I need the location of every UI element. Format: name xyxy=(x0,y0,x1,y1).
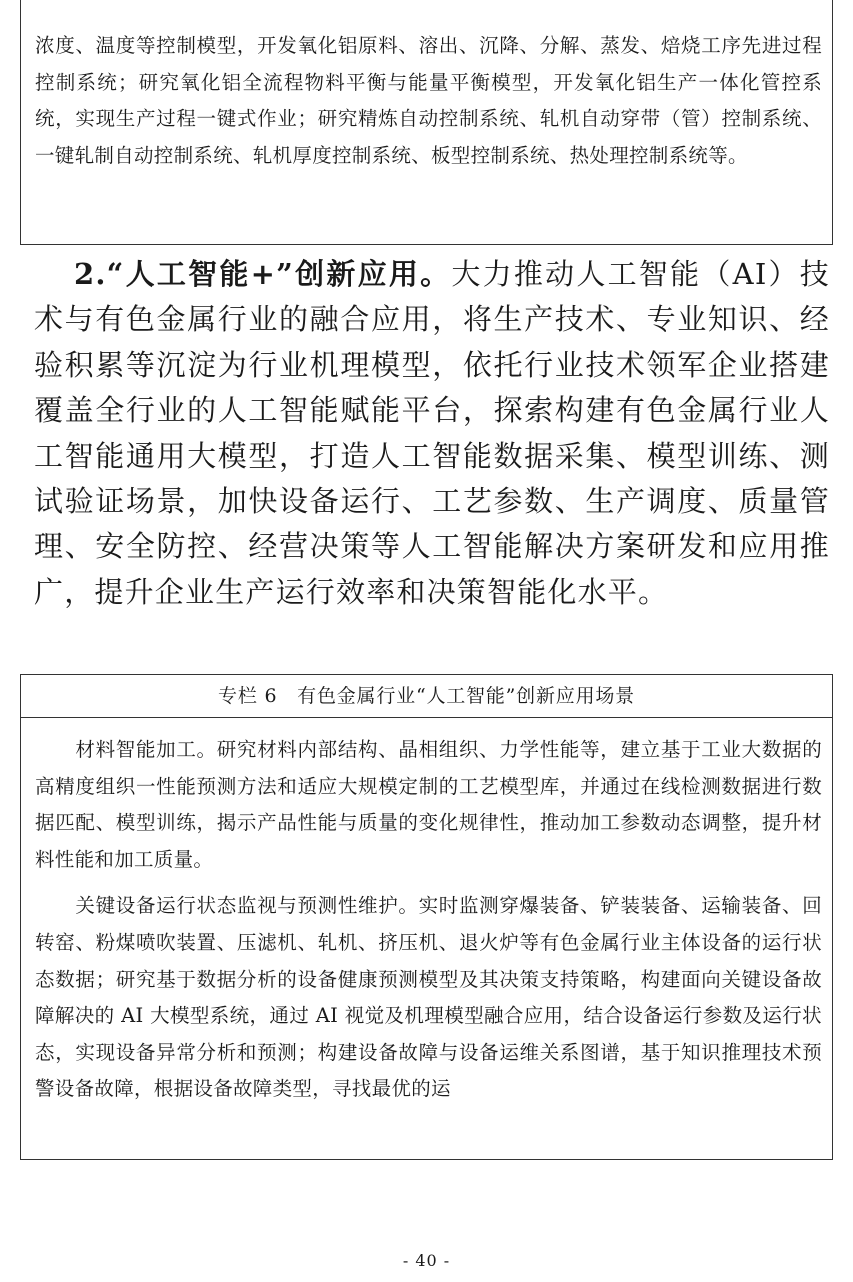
column-paragraph xyxy=(21,878,832,1108)
section-body: 大力推动人工智能（AI）技术与有色金属行业的融合应用，将生产技术、专业知识、经验积累等沉淀为行业机理模型，依托行业技术领军企业搭建覆盖全行业的人工智能赋能平台，探索构建有色金属行业人工智能通用大模型，打造人工智能数据采集、模型训练、测试验证场景，加快设备运行、工艺参数、生产调度、质量管理、安全防控、经营决策等人工智能解决方案研发和应用推广，提升企业生产运行效率和决策智能化水平。 xyxy=(34,257,830,609)
column-title: 专栏 6 有色金属行业“人工智能”创新应用场景 xyxy=(21,675,832,718)
column-box-continued xyxy=(20,0,833,245)
column-box-6 xyxy=(20,674,833,1160)
column-paragraph-text: 关键设备运行状态监视与预测性维护。实时监测穿爆装备、铲装装备、运输装备、回转窑、粉煤喷吹装置、压滤机、轧机、挤压机、退火炉等有色金属行业主体设备的运行状态数据；研究基于数据分析的设备健康预测模型及其决策支持策略，构建面向关键设备故障解决的 AI 大模型系统，通过 AI 视觉及机理模型融合应用，结合设备运行参数及运行状态，实现设备异常分析和预测；构建设备故障与设备运维关系图谱，基于知识推理技术预警设备故障，根据设备故障类型，寻找最优的运 xyxy=(35,894,822,1101)
section-paragraph xyxy=(34,252,830,615)
column-paragraph-text: 材料智能加工。研究材料内部结构、晶相组织、力学性能等，建立基于工业大数据的高精度组织一性能预测方法和适应大规模定制的工艺模型库，并通过在线检测数据进行数据匹配、模型训练，揭示产品性能与质量的变化规律性，推动加工参数动态调整，提升材料性能和加工质量。 xyxy=(35,738,822,871)
column-paragraph xyxy=(21,718,832,878)
column-box-text: 浓度、温度等控制模型，开发氧化铝原料、溶出、沉降、分解、蒸发、焙烧工序先进过程控制系统；研究氧化铝全流程物料平衡与能量平衡模型，开发氧化铝生产一体化管控系统，实现生产过程一键式作业；研究精炼自动控制系统、轧机自动穿带（管）控制系统、一键轧制自动控制系统、轧机厚度控制系统、板型控制系统、热处理控制系统等。 xyxy=(35,34,822,167)
page-number: - 40 - xyxy=(402,1251,451,1270)
section-heading: 2.“人工智能+”创新应用。 xyxy=(74,257,452,291)
